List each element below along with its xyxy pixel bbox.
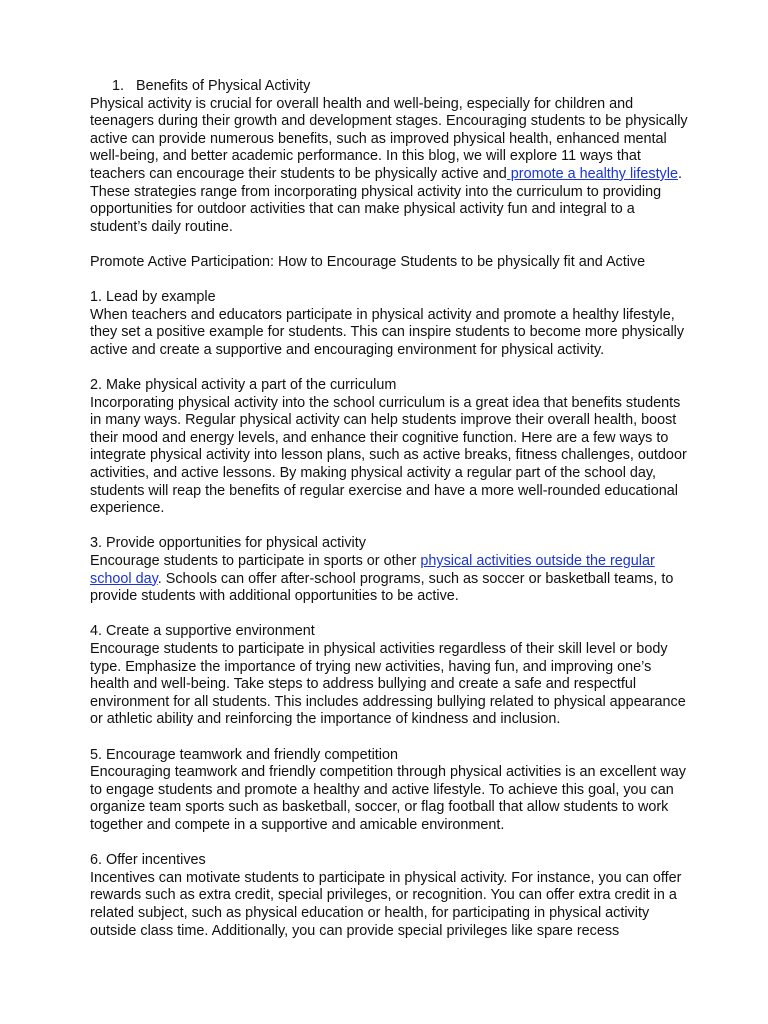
benefits-heading-text: Benefits of Physical Activity (136, 78, 311, 94)
spacer (90, 518, 690, 536)
section-title-opportunities: 3. Provide opportunities for physical activity (90, 535, 366, 552)
opportunities-text-before-link: Encourage students to participate in sports or other (90, 553, 421, 570)
spacer (90, 606, 690, 624)
section-title-curriculum: 2. Make physical activity a part of the curriculum (90, 377, 397, 394)
benefits-heading (90, 78, 690, 96)
healthy-lifestyle-link[interactable]: promote a healthy lifestyle (506, 165, 678, 182)
outside-school-day-link[interactable]: physical activities outside the regular school day (90, 553, 655, 587)
section-body-teamwork: Encouraging teamwork and friendly competition through physical activities is an excellent way to engage students and promote a healthy and active lifestyle. To achieve this goal, you can organize team sports such as basketball, soccer, or flag football that allow students to work together and compete in a supportive and amicable environment. (90, 764, 686, 833)
section-body-curriculum: Incorporating physical activity into the school curriculum is a great idea that benefits students in many ways. Regular physical activity can help students improve their overall health, boost their mood and energy levels, and enhance their cognitive function. Here are a few ways to integrate physical activity into lesson plans, such as active breaks, fitness challenges, outdoor activities, and active lessons. By making physical activity a regular part of the school day, students will reap the benefits of regular exercise and have a more well-rounded educational experience. (90, 394, 687, 517)
section-body-opportunities (90, 553, 690, 606)
section-body-lead-by-example: When teachers and educators participate in physical activity and promote a healthy lifestyle, they set a positive example for students. This can inspire students to become more physically active and create a supportive and encouraging environment for physical activity. (90, 306, 685, 358)
spacer (90, 360, 690, 378)
main-heading: Promote Active Participation: How to Encourage Students to be physically fit and Active (90, 253, 646, 270)
section-title-incentives: 6. Offer incentives (90, 852, 206, 869)
document-page (90, 78, 690, 940)
section-title-supportive-environment: 4. Create a supportive environment (90, 623, 315, 640)
section-title-lead-by-example: 1. Lead by example (90, 289, 216, 306)
section-title-teamwork: 5. Encourage teamwork and friendly competition (90, 746, 398, 763)
benefits-heading-number: 1. (112, 78, 125, 94)
section-body-supportive-environment: Encourage students to participate in physical activities regardless of their skill level or body type. Emphasize the importance of trying new activities, having fun, and improving one’s health and well-being. Take steps to address bullying and create a safe and respectful environment for all students. This includes addressing bullying related to physical appearance or athletic ability and reinforcing the importance of kindness and inclusion. (90, 641, 686, 728)
spacer (90, 729, 690, 747)
spacer (90, 236, 690, 254)
spacer (90, 835, 690, 853)
spacer (90, 272, 690, 290)
section-body-incentives: Incentives can motivate students to participate in physical activity. For instance, you can offer rewards such as extra credit, special privileges, or recognition. You can offer extra credit in a related subject, such as physical education or health, for participating in physical activity outside class time. Additionally, you can provide special privileges like spare recess (90, 869, 682, 939)
intro-paragraph (90, 96, 690, 237)
intro-text-after-link: . These strategies range from incorporating physical activity into the curriculum to providing opportunities for outdoor activities that can make physical activity fun and integral to a student’s daily routine. (90, 165, 682, 235)
opportunities-text-after-link: . Schools can offer after-school programs, such as soccer or basketball teams, to provide students with additional opportunities to be active. (90, 570, 674, 605)
intro-text-before-link: Physical activity is crucial for overall health and well-being, especially for children and teenagers during their growth and development stages. Encouraging students to be physically active can provide numerous benefits, such as improved physical health, enhanced mental well-being, and better academic performance. In this blog, we will explore 11 ways that teachers can encourage their students to be physically active and (90, 95, 688, 182)
